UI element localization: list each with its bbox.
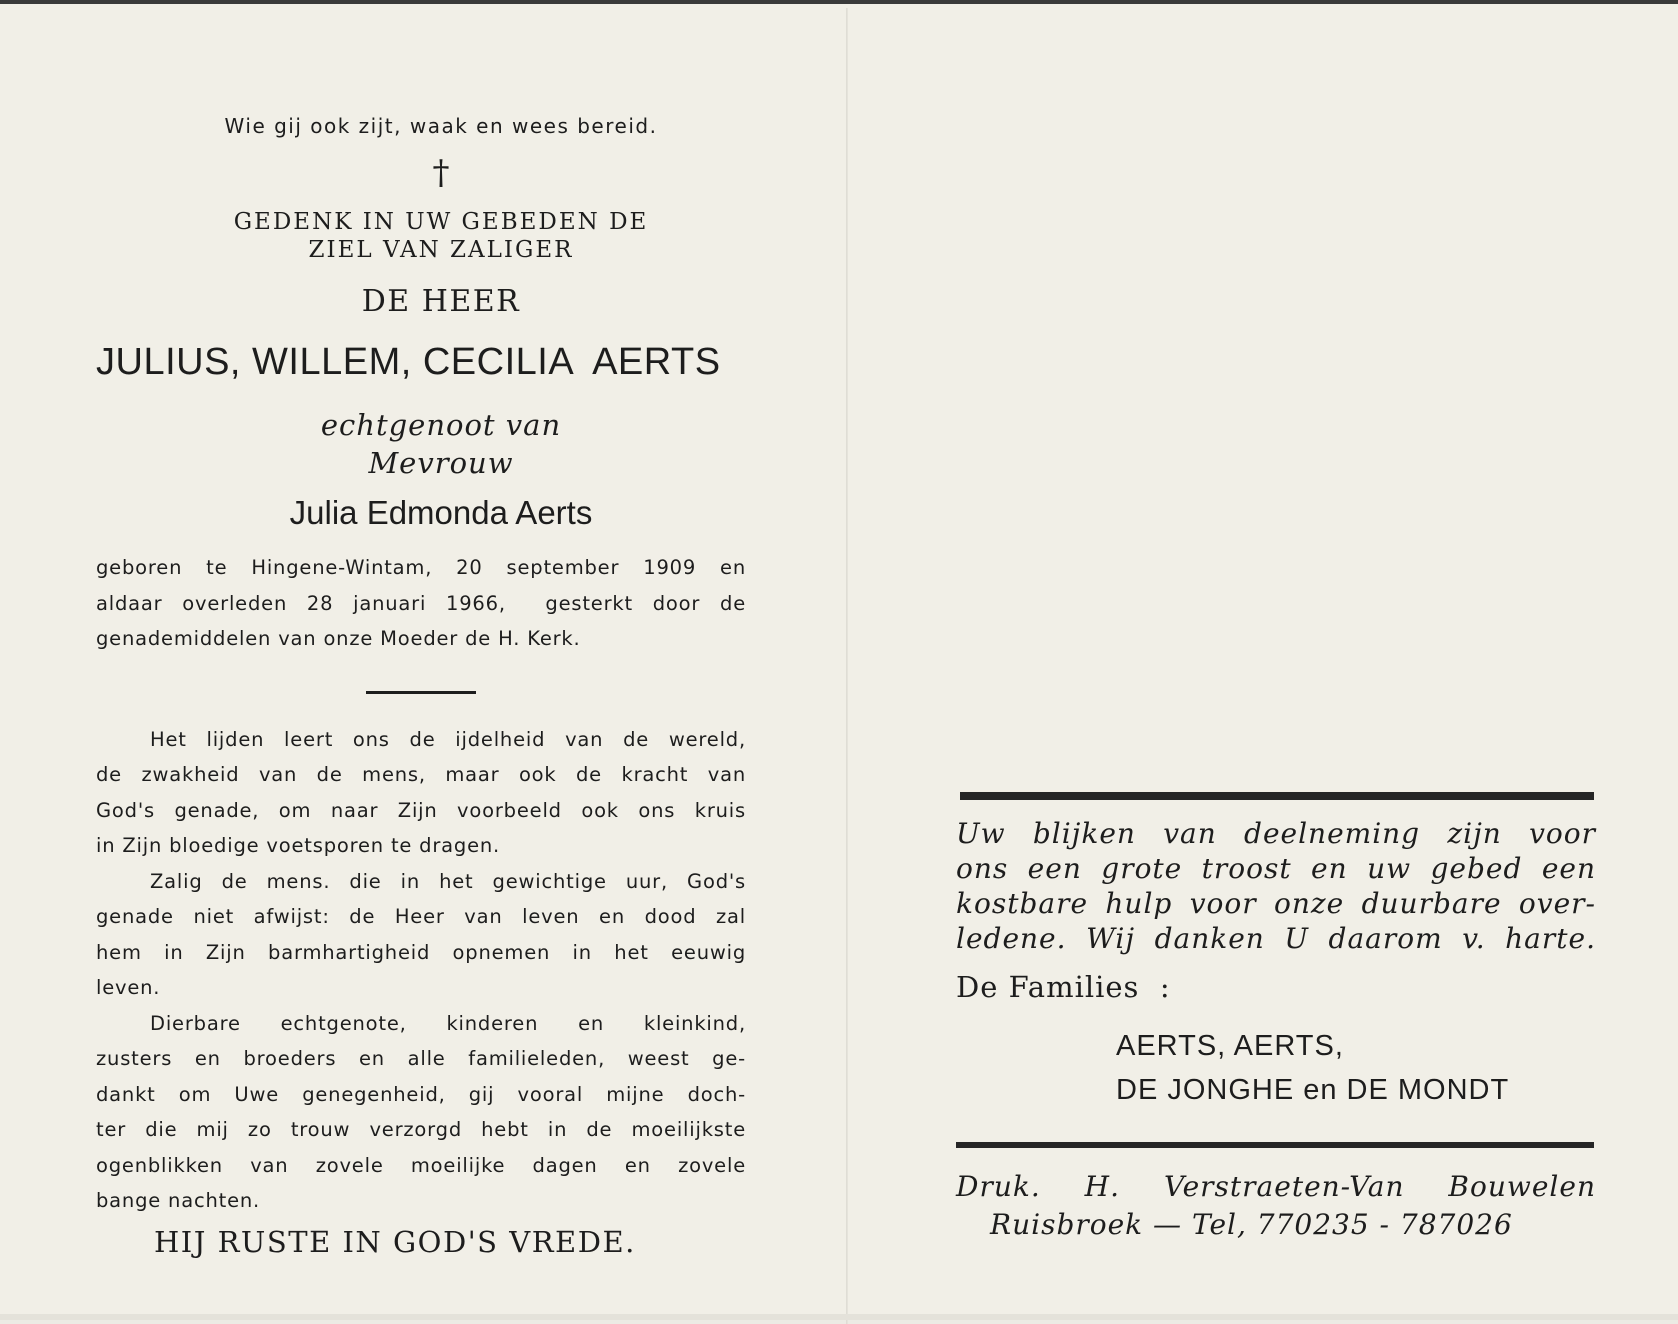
closing-line: HIJ RUSTE IN GOD'S VREDE. (154, 1224, 636, 1259)
printer-line-1: Druk. H. Verstraeten-Van Bouwelen (956, 1170, 1596, 1203)
bio-line: genademiddelen van onze Moeder de H. Kerk. (96, 627, 581, 650)
bio-line: aldaar overleden 28 januari 1966, gesterkt door de (96, 591, 746, 615)
bio-line: geboren te Hingene-Wintam, 20 september 1909 en (96, 556, 746, 579)
paragraph-line: God's genade, om naar Zijn voorbeeld ook ons kruis (96, 798, 746, 822)
paragraph-line: de zwakheid van de mens, maar ook de kracht van (96, 763, 746, 786)
spouse-intro (96, 406, 746, 482)
paragraph-line: leven. (96, 976, 161, 999)
spouse-name: Julia Edmonda Aerts (289, 494, 593, 531)
paragraph-line: ogenblikken van zovele moeilijke dagen en zovele (96, 1153, 746, 1177)
left-panel (96, 104, 746, 1259)
paragraph-1 (96, 722, 746, 864)
paragraph-line: Zalig de mens. die in het gewichtige uur, God's (150, 869, 746, 893)
thanks-line: ons een grote troost en uw gebed een (956, 852, 1596, 885)
divider (366, 691, 476, 694)
gedenk-line-2: ZIEL VAN ZALIGER (308, 237, 574, 263)
card-bottom-edge (0, 1314, 1678, 1320)
spouse-line-1: echtgenoot van (320, 408, 562, 442)
top-rule (960, 792, 1594, 800)
thanks-line: Uw blijken van deelneming zijn voor (956, 817, 1596, 850)
printer-line-2: Ruisbroek — Tel, 770235 - 787026 (990, 1208, 1513, 1241)
family-line-2: DE JONGHE en DE MONDT (1116, 1074, 1510, 1106)
paragraph-line: genade niet afwijst: de Heer van leven en dood zal (96, 905, 746, 928)
deceased-name: JULIUS, WILLEM, CECILIA AERTS (96, 341, 721, 383)
paragraph-line: Dierbare echtgenote, kinderen en kleinkind, (150, 1011, 746, 1035)
paragraph-line: in Zijn bloedige voetsporen te dragen. (96, 834, 501, 857)
card-fold (846, 8, 848, 1324)
paragraph-line: ter die mij zo trouw verzorgd hebt in de moeilijkste (96, 1118, 746, 1141)
right-panel (956, 792, 1596, 1244)
biography (96, 550, 746, 657)
paragraph-line: hem in Zijn barmhartigheid opnemen in het eeuwig (96, 940, 746, 964)
paragraph-line: bange nachten. (96, 1189, 261, 1212)
family-line-1: AERTS, AERTS, (1116, 1030, 1344, 1062)
bottom-rule (956, 1142, 1594, 1148)
gedenk-line-1: GEDENK IN UW GEBEDEN DE (233, 209, 649, 235)
thanks-line: kostbare hulp voor onze duurbare over- (956, 887, 1596, 920)
family-names (956, 1024, 1596, 1112)
paragraph-line: Het lijden leert ons de ijdelheid van de wereld, (150, 727, 746, 751)
printer-info (956, 1168, 1596, 1244)
gedenk-heading (96, 208, 746, 264)
paragraph-line: zusters en broeders en alle familieleden, weest ge- (96, 1047, 746, 1070)
paragraph-line: dankt om Uwe genegenheid, gij vooral mijne doch- (96, 1082, 746, 1106)
paragraph-3 (96, 1006, 746, 1219)
cross-icon: † (432, 153, 450, 193)
spouse-line-2: Mevrouw (368, 446, 514, 480)
motto: Wie gij ook zijt, waak en wees bereid. (224, 114, 658, 138)
paragraph-2 (96, 864, 746, 1006)
thanks-text (956, 816, 1596, 956)
families-label: De Families : (956, 970, 1171, 1004)
thanks-line: ledene. Wij danken U daarom v. harte. (956, 922, 1596, 955)
title: DE HEER (361, 284, 521, 319)
